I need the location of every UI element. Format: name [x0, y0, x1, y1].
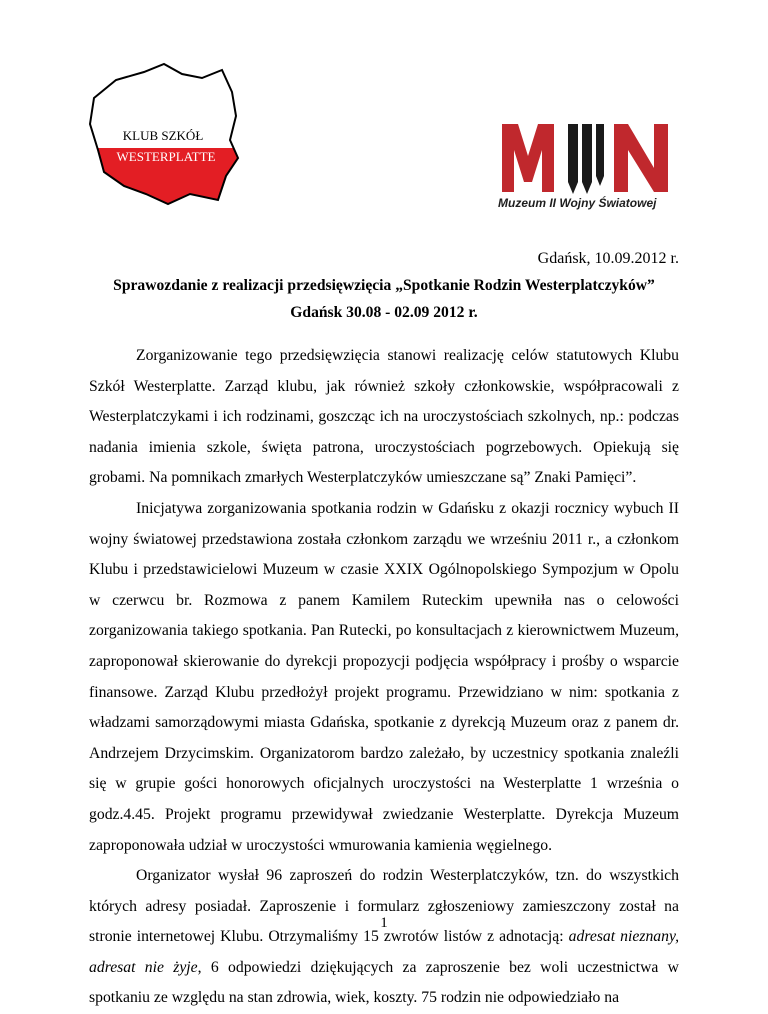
paragraph-3 — [89, 861, 679, 1014]
club-logo — [86, 60, 246, 210]
club-logo-line2: WESTERPLATTE — [116, 149, 216, 164]
paragraph-3-text-b: , 6 odpowiedzi dziękujących za zaproszenie bez woli uczestnictwa w spotkaniu ze względu na stan zdrowia, wiek, koszty. 75 rodzin nie odpowiedziało na — [89, 958, 679, 1007]
paragraph-2: Inicjatywa zorganizowania spotkania rodzin w Gdańsku z okazji rocznicy wybuch II wojny światowej przedstawiona została członkom zarządu we wrześniu 2011 r., a członkom Klubu i przedstawicielowi Muzeum w czasie XXIX Ogólnopolskiego Sympozjum w Opolu w czerwcu br. Rozmowa z panem Kamilem Ruteckim upewniła nas o celowości zorganizowania takiego spotkania. Pan Rutecki, po konsultacjach z kierownictwem Muzeum, zaproponował skierowanie do dyrekcji propozycji podjęcia współpracy i prośby o wsparcie finansowe. Zarząd Klubu przedłożył projekt programu. Przewidziano w nim: spotkania z władzami samorządowymi miasta Gdańska, spotkanie z dyrekcją Muzeum oraz z panem dr. Andrzejem Drzycimskim. Organizatorom bardzo zależało, by uczestnicy spotkania znaleźli się w grupie gości honorowych oficjalnych uroczystości na Westerplatte 1 września o godz.4.45. Projekt programu przewidywał zwiedzanie Westerplatte. Dyrekcja Muzeum zaproponowała udział w uroczystości wmurowania kamienia węgielnego. — [89, 499, 679, 854]
document-title: Sprawozdanie z realizacji przedsięwzięcia „Spotkanie Rodzin Westerplatczyków” — [113, 277, 655, 294]
museum-logo-caption: Muzeum II Wojny Światowej — [498, 196, 657, 210]
poland-map-icon — [86, 60, 246, 210]
document-body — [89, 341, 679, 1014]
page-number: 1 — [380, 915, 388, 931]
annotation-unknown-recipient: adresat nieznany — [568, 928, 676, 946]
museum-mwn-mark-icon — [498, 120, 674, 200]
paragraph-1: Zorganizowanie tego przedsięwzięcia stanowi realizację celów statutowych Klubu Szkół Westerplatte. Zarząd klubu, jak również szkoły członkowskie, współpracowali z Westerplatczykami i ich rodzinami, goszcząc ich na uroczystościach szkolnych, np.: podczas nadania imienia szkole, święta patrona, uroczystościach pogrzebowych. Opiekują się grobami. Na pomnikach zmarłych Westerplatczyków umieszczane są” Znaki Pamięci”. — [89, 347, 679, 487]
document-subtitle: Gdańsk 30.08 - 02.09 2012 r. — [290, 304, 478, 321]
club-logo-line1: KLUB SZKÓŁ — [122, 128, 204, 143]
paragraph-3-text-a: Organizator wysłał 96 zaproszeń do rodzin Westerplatczyków, tzn. do wszystkich których adresy posiadał. Zaproszenie i formularz zgłoszeniowy zamieszczony został na stronie internetowej Klubu. Otrzymaliśmy 15 zwrotów listów z adnotacją: — [89, 867, 679, 946]
document-date: Gdańsk, 10.09.2012 r. — [537, 250, 679, 267]
annotation-separator: , — [675, 928, 679, 946]
annotation-recipient-deceased: adresat nie żyje — [89, 958, 198, 976]
